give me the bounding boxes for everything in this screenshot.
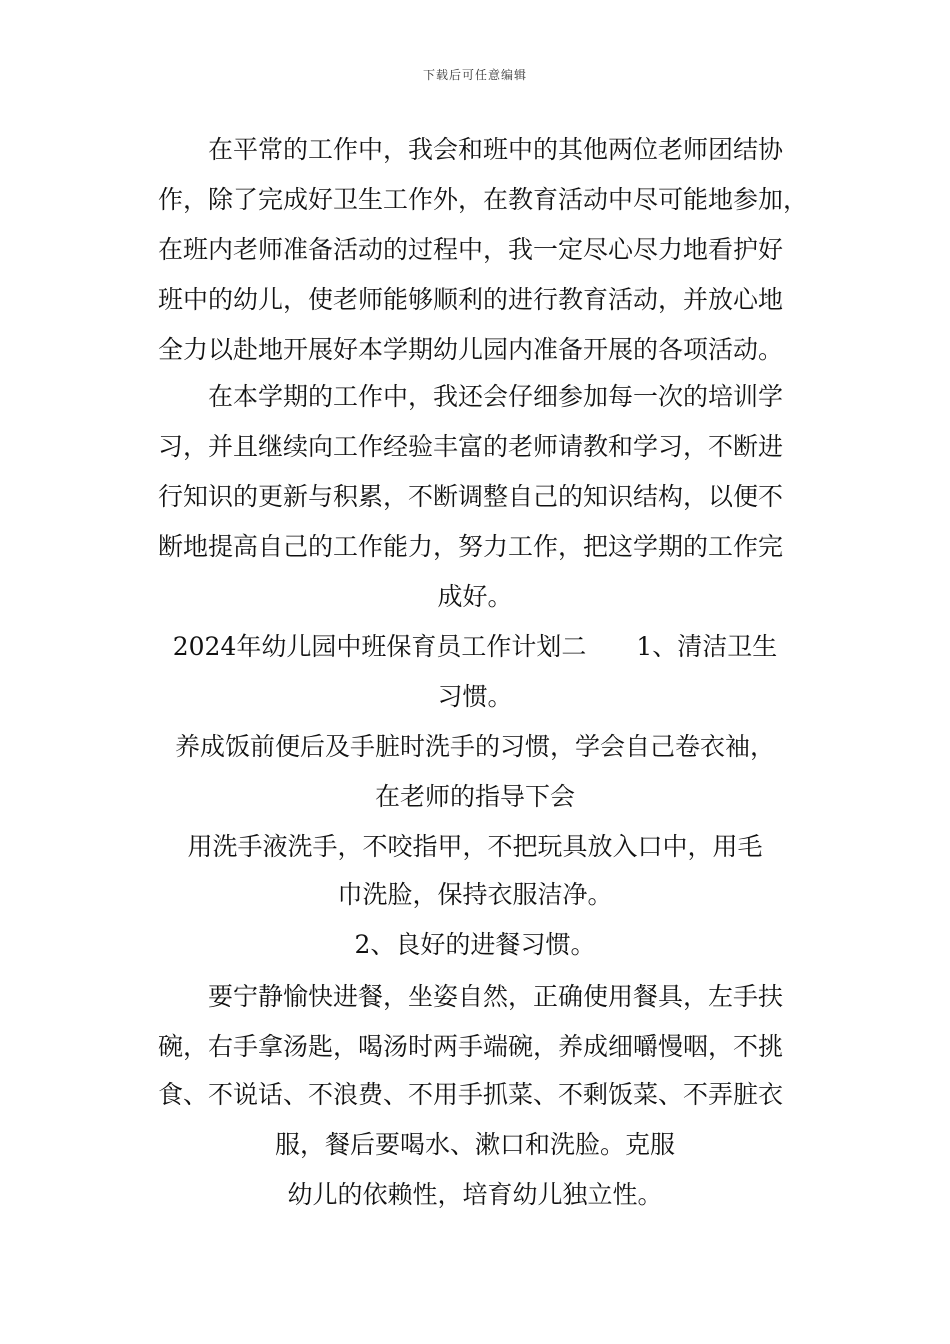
paragraph-line: 服，餐后要喝水、漱口和洗脸。克服 <box>274 1130 675 1159</box>
paragraph-line: 作，除了完成好卫生工作外，在教育活动中尽可能地参加， <box>158 185 809 214</box>
paragraph-line: 要宁静愉快进餐，坐姿自然，正确使用餐具，左手扶 <box>208 982 784 1011</box>
paragraph-line: 食、不说话、不浪费、不用手抓菜、不剩饭菜、不弄脏衣 <box>158 1080 784 1109</box>
paragraph-line: 巾洗脸，保持衣服洁净。 <box>337 880 613 909</box>
paragraph-line: 幼儿的依赖性，培育幼儿独立性。 <box>287 1180 663 1209</box>
paragraph-line: 断地提高自己的工作能力，努力工作，把这学期的工作完 <box>158 532 784 561</box>
paragraph-line: 成好。 <box>437 582 513 611</box>
paragraph-line: 班中的幼儿，使老师能够顺利的进行教育活动，并放心地 <box>158 285 784 314</box>
paragraph-line: 在本学期的工作中，我还会仔细参加每一次的培训学 <box>208 382 784 411</box>
section-heading: 2024年幼儿园中班保育员工作计划二 1、清洁卫生 <box>172 632 778 661</box>
paragraph-line: 行知识的更新与积累，不断调整自己的知识结构，以便不 <box>158 482 784 511</box>
paragraph-line: 全力以赴地开展好本学期幼儿园内准备开展的各项活动。 <box>158 335 784 364</box>
paragraph-line: 碗，右手拿汤匙，喝汤时两手端碗，养成细嚼慢咽，不挑 <box>158 1032 784 1061</box>
paragraph-line: 在班内老师准备活动的过程中，我一定尽心尽力地看护好 <box>158 235 784 264</box>
paragraph-line: 习，并且继续向工作经验丰富的老师请教和学习，不断进 <box>158 432 784 461</box>
paragraph-line: 在平常的工作中，我会和班中的其他两位老师团结协 <box>208 135 784 164</box>
paragraph-line: 用洗手液洗手，不咬指甲，不把玩具放入口中，用毛 <box>187 832 763 861</box>
page-header: 下载后可任意编辑 <box>422 68 527 82</box>
section-heading: 2、良好的进餐习惯。 <box>354 930 596 959</box>
paragraph-line: 在老师的指导下会 <box>374 782 575 811</box>
paragraph-line: 养成饭前便后及手脏时洗手的习惯，学会自己卷衣袖， <box>174 732 775 761</box>
paragraph-line: 习惯。 <box>437 682 513 711</box>
